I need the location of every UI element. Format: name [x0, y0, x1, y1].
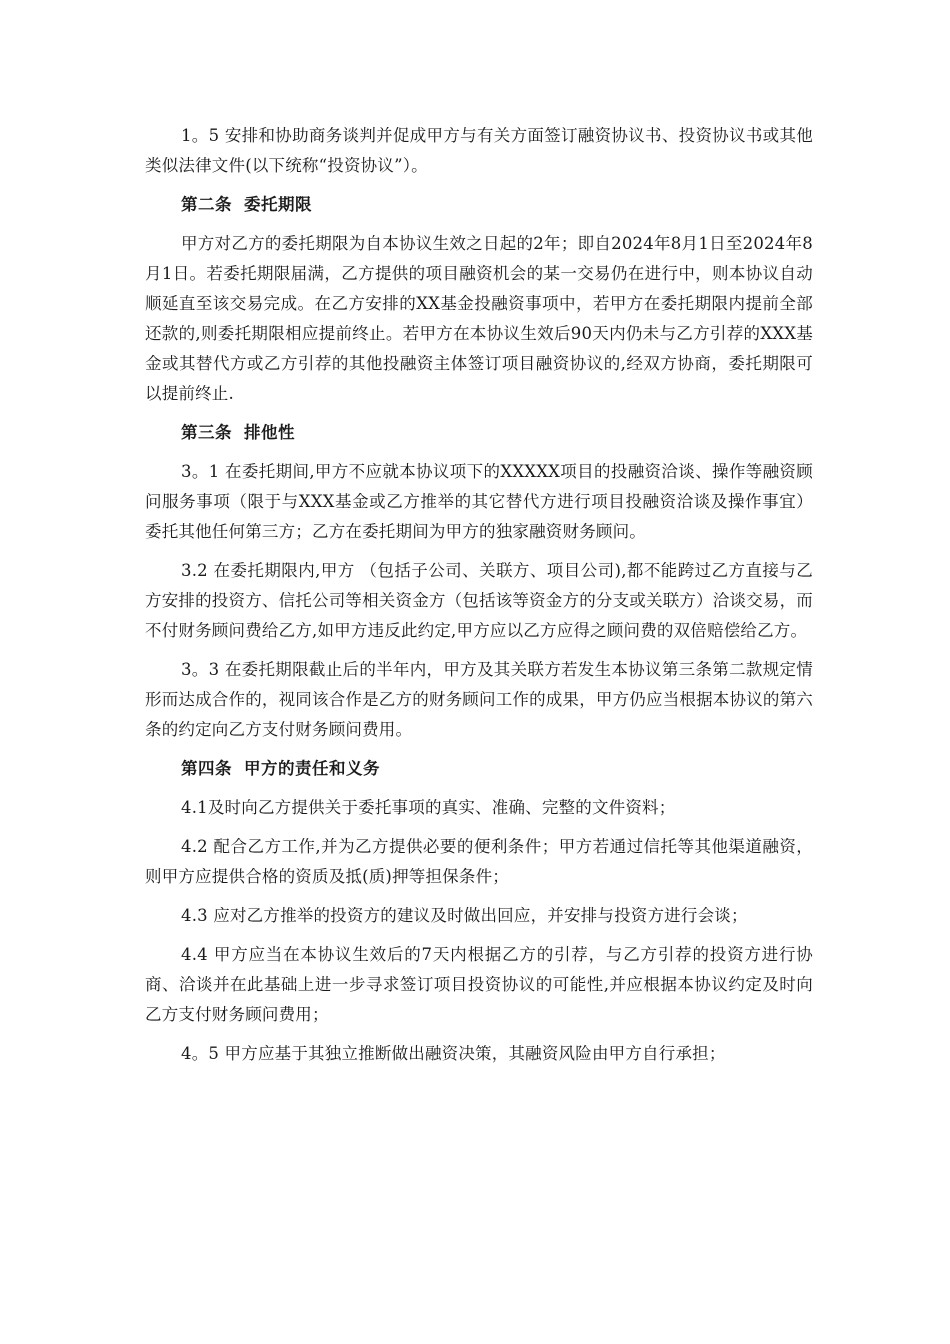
clause-4-2-paragraph: 4.2 配合乙方工作,并为乙方提供必要的便利条件；甲方若通过信托等其他渠道融资，则甲方应提供合格的资质及抵(质)押等担保条件； — [145, 837, 813, 886]
article-4-title: 甲方的责任和义务 — [244, 759, 380, 778]
article-4-number: 第四条 — [181, 759, 232, 778]
clause-4-3-paragraph: 4.3 应对乙方推举的投资方的建议及时做出回应，并安排与投资方进行会谈； — [181, 906, 748, 925]
clause-4-1-paragraph: 4.1及时向乙方提供关于委托事项的真实、准确、完整的文件资料； — [181, 798, 676, 817]
article-4-heading — [145, 754, 813, 784]
article-2-title: 委托期限 — [244, 195, 312, 214]
article-3-title: 排他性 — [244, 423, 295, 442]
clause-4-5-paragraph: 4。5 甲方应基于其独立推断做出融资决策，其融资风险由甲方自行承担； — [181, 1044, 726, 1063]
article-3-heading — [145, 418, 813, 448]
clause-1-5-paragraph: 1。5 安排和协助商务谈判并促成甲方与有关方面签订融资协议书、投资协议书或其他类似法律文件(以下统称“投资协议”）。 — [145, 126, 813, 175]
article-2-heading — [145, 190, 813, 220]
document-body — [145, 121, 813, 1078]
article-2-paragraph: 甲方对乙方的委托期限为自本协议生效之日起的2年；即自2024年8月1日至2024年8月1日。若委托期限届满，乙方提供的项目融资机会的某一交易仍在进行中，则本协议自动顺延直至该交易完成。在乙方安排的XX基金投融资事项中，若甲方在委托期限内提前全部还款的,则委托期限相应提前终止。若甲方在本协议生效后90天内仍未与乙方引荐的XXX基金或其替代方或乙方引荐的其他投融资主体签订项目融资协议的,经双方协商，委托期限可以提前终止. — [145, 234, 813, 403]
clause-3-2-paragraph: 3.2 在委托期限内,甲方 （包括子公司、关联方、项目公司),都不能跨过乙方直接与乙方安排的投资方、信托公司等相关资金方（包括该等资金方的分支或关联方）洽谈交易，而不付财务顾问费给乙方,如甲方违反此约定,甲方应以乙方应得之顾问费的双倍赔偿给乙方。 — [145, 561, 813, 640]
clause-3-1-paragraph: 3。1 在委托期间,甲方不应就本协议项下的XXXXX项目的投融资洽谈、操作等融资顾问服务事项（限于与XXX基金或乙方推举的其它替代方进行项目投融资洽谈及操作事宜）委托其他任何第三方；乙方在委托期间为甲方的独家融资财务顾问。 — [145, 462, 813, 541]
article-3-number: 第三条 — [181, 423, 232, 442]
clause-4-4-paragraph: 4.4 甲方应当在本协议生效后的7天内根据乙方的引荐，与乙方引荐的投资方进行协商、洽谈并在此基础上进一步寻求签订项目投资协议的可能性,并应根据本协议约定及时向乙方支付财务顾问费用； — [145, 945, 813, 1024]
clause-3-3-paragraph: 3。3 在委托期限截止后的半年内，甲方及其关联方若发生本协议第三条第二款规定情形而达成合作的，视同该合作是乙方的财务顾问工作的成果，甲方仍应当根据本协议的第六条的约定向乙方支付财务顾问费用。 — [145, 660, 813, 739]
article-2-number: 第二条 — [181, 195, 232, 214]
